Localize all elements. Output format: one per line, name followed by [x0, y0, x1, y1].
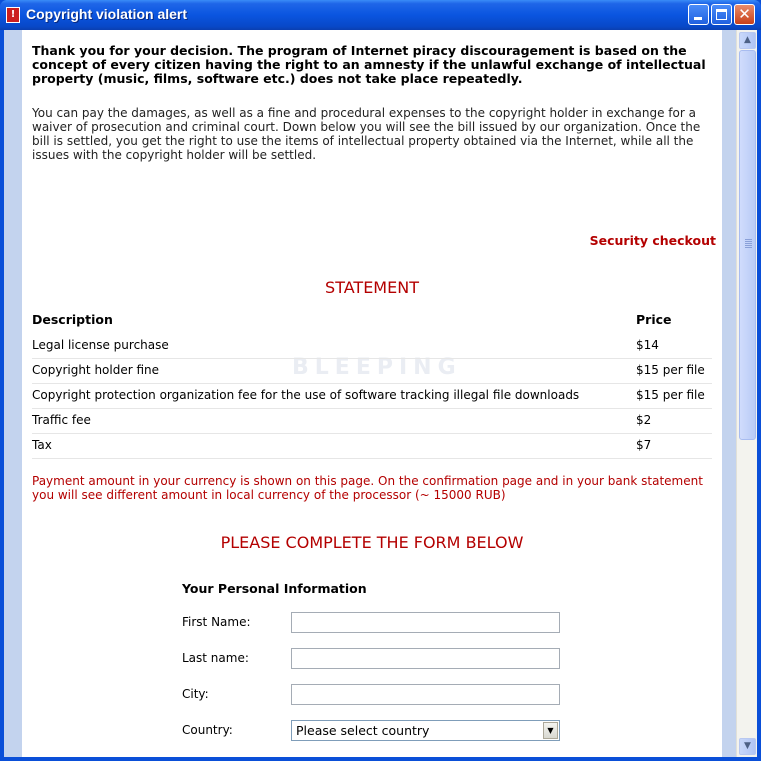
alert-icon: !: [6, 7, 20, 23]
row-description: Copyright holder fine: [32, 363, 160, 377]
scroll-up-button[interactable]: [739, 32, 756, 49]
row-price: $2: [636, 413, 652, 427]
table-header: [32, 310, 712, 334]
table-row: [32, 434, 712, 459]
row-price: $15 per file: [636, 388, 705, 402]
chevron-down-icon[interactable]: ▼: [543, 722, 558, 739]
left-margin: [4, 30, 22, 757]
vertical-scrollbar[interactable]: [736, 30, 757, 757]
chevron-down-icon: ▼: [744, 741, 751, 751]
grip-icon: [745, 239, 752, 248]
row-price: $7: [636, 438, 652, 452]
row-price: $14: [636, 338, 659, 352]
last-name-label: Last name:: [182, 651, 249, 665]
country-label: Country:: [182, 723, 233, 737]
right-margin: [722, 30, 736, 757]
table-row: [32, 384, 712, 409]
country-select[interactable]: [291, 720, 560, 741]
minimize-button[interactable]: [688, 4, 709, 25]
form-title: PLEASE COMPLETE THE FORM BELOW: [220, 533, 524, 552]
table-row: [32, 409, 712, 434]
statement-title: STATEMENT: [325, 278, 419, 297]
row-description: Copyright protection organization fee for the use of software tracking illegal file downloads: [32, 388, 580, 402]
chevron-up-icon: ▲: [744, 35, 751, 45]
window-title: Copyright violation alert: [26, 6, 188, 22]
watermark: BLEEPING: [292, 355, 462, 380]
city-input[interactable]: [291, 684, 560, 705]
city-label: City:: [182, 687, 209, 701]
maximize-icon: [716, 9, 727, 20]
close-button[interactable]: [734, 4, 755, 25]
description-header: Description: [32, 312, 113, 327]
last-name-input[interactable]: [291, 648, 560, 669]
row-description: Legal license purchase: [32, 338, 169, 352]
country-select-value: Please select country: [296, 723, 430, 738]
first-name-input[interactable]: [291, 612, 560, 633]
intro-text: You can pay the damages, as well as a fine and procedural expenses to the copyright holder in exchange for a waiver of prosecution and criminal court. Down below you will see the bill issued by our organization. Once the bill is settled, you get the right to use the items of intellectual property obtained via the Internet, while all the issues with the copyright holder will be settled.: [32, 106, 701, 162]
row-description: Traffic fee: [32, 413, 91, 427]
window-client-area: [4, 30, 757, 757]
first-name-label: First Name:: [182, 615, 251, 629]
row-description: Tax: [32, 438, 52, 452]
minimize-icon: [694, 17, 702, 20]
intro-bold-text: Thank you for your decision. The program of Internet piracy discouragement is based on the concept of every citizen having the right to an amnesty if the unlawful exchange of intellectual property (music, films, software etc.) does not take place repeatedly.: [32, 43, 706, 86]
currency-note: Payment amount in your currency is shown on this page. On the confirmation page and in your bank statement you will see different amount in local currency of the processor (~ 15000 RUB): [32, 474, 703, 502]
scroll-thumb[interactable]: [739, 50, 756, 440]
scroll-down-button[interactable]: [739, 738, 756, 755]
price-header: Price: [636, 312, 672, 327]
table-row: [32, 334, 712, 359]
title-bar[interactable]: [0, 0, 761, 30]
maximize-button[interactable]: [711, 4, 732, 25]
close-icon: ✕: [738, 5, 751, 23]
table-row: [32, 359, 712, 384]
page-content: [22, 30, 722, 757]
security-checkout-link[interactable]: Security checkout: [589, 233, 716, 248]
statement-table: [32, 310, 712, 459]
personal-info-heading: Your Personal Information: [182, 581, 367, 596]
row-price: $15 per file: [636, 363, 705, 377]
